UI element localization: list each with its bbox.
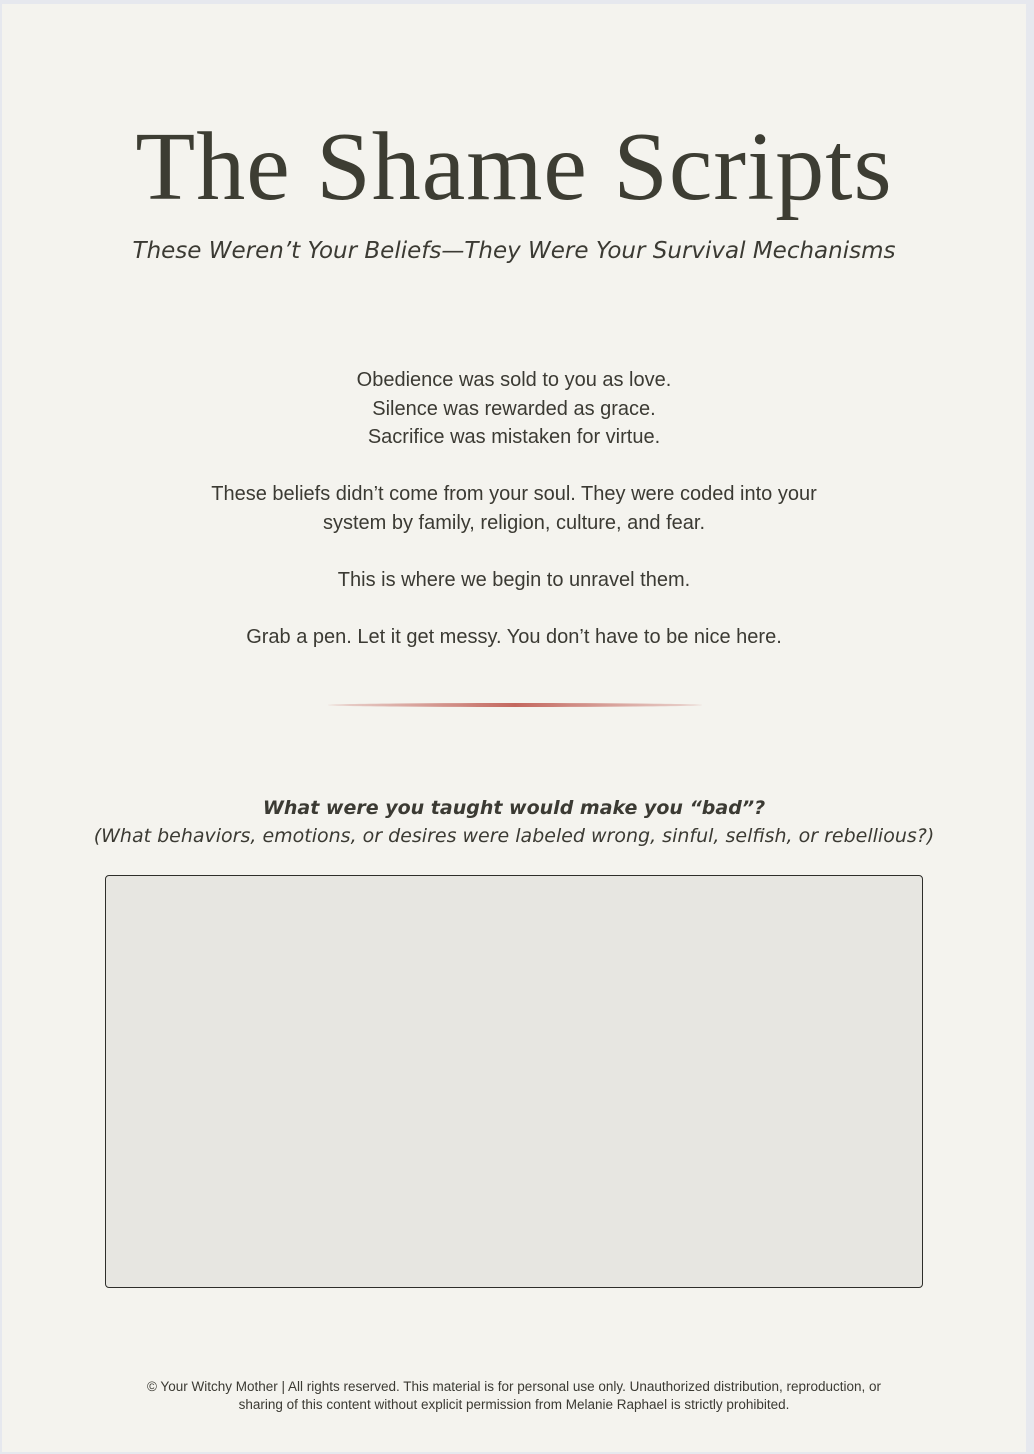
prompt-hint: (What behaviors, emotions, or desires were labeled wrong, sinful, selfish, or rebellious?) (93, 825, 935, 847)
intro-line-silence: Silence was rewarded as grace. (372, 397, 656, 420)
intro-beliefs-line-2: system by family, religion, culture, and fear. (322, 511, 705, 534)
footer-line-1: © Your Witchy Mother | All rights reserved. This material is for personal use only. Unauthorized distribution, reproduction, or (146, 1379, 882, 1394)
page-subtitle: These Weren’t Your Beliefs—They Were Your Survival Mechanisms (132, 238, 896, 264)
worksheet-page (2, 4, 1026, 1452)
prompt-question: What were you taught would make you “bad”? (262, 797, 766, 819)
intro-line-sacrifice: Sacrifice was mistaken for virtue. (367, 426, 661, 448)
page-title: The Shame Scripts (135, 113, 893, 221)
answer-textarea[interactable] (105, 875, 923, 1288)
footer-line-2: sharing of this content without explicit permission from Melanie Raphael is strictly prohibited. (238, 1397, 790, 1412)
intro-line-obedience: Obedience was sold to you as love. (356, 369, 672, 391)
intro-text (164, 366, 864, 651)
section-divider (328, 703, 702, 707)
intro-unravel: This is where we begin to unravel them. (337, 568, 691, 591)
intro-beliefs-line-1: These beliefs didn’t come from your soul. They were coded into your (211, 483, 817, 505)
copyright-footer (102, 1378, 926, 1414)
intro-grab-pen: Grab a pen. Let it get messy. You don’t have to be nice here. (246, 625, 782, 648)
